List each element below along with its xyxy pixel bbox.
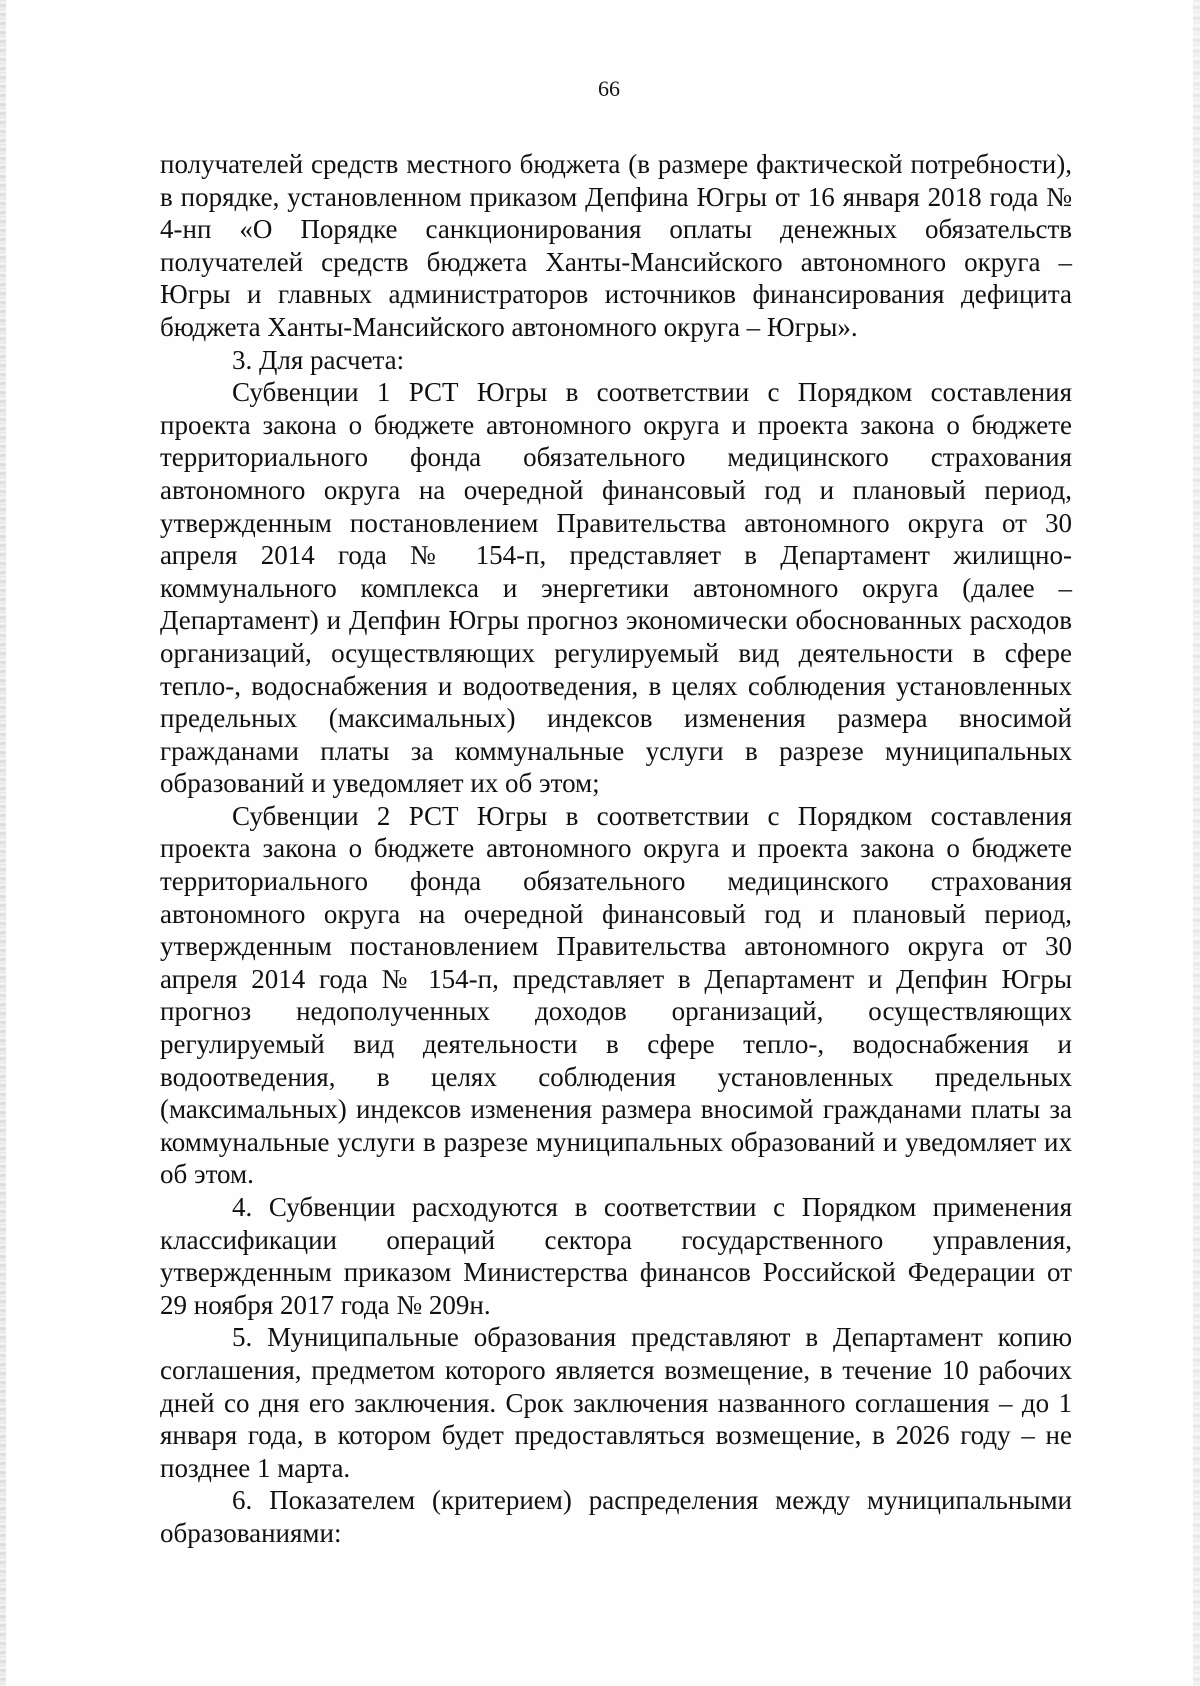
paragraph-subvention-2: Субвенции 2 РСТ Югры в соответствии с Порядком составления проекта закона о бюджете автономного округа и проекта закона о бюджете территориального фонда обязательного медицинского страхования автономного округа на очередной финансовый год и плановый период, утвержденным постановлением Правительства автономного округа от 30 апреля 2014 года № 154-п, представляет в Департамент и Депфин Югры прогноз недополученных доходов организаций, осуществляющих регулируемый вид деятельности в сфере тепло-, водоснабжения и водоотведения, в целях соблюдения установленных предельных (максимальных) индексов изменения размера вносимой гражданами платы за коммунальные услуги в разрезе муниципальных образований и уведомляет их об этом. bbox=[160, 800, 1072, 1190]
paragraph-continuation: получателей средств местного бюджета (в размере фактической потребности), в порядке, установленном приказом Депфина Югры от 16 января 2018 года № 4-нп «О Порядке санкционирования оплаты денежных обязательств получателей средств бюджета Ханты-Мансийского автономного округа – Югры и главных администраторов источников финансирования дефицита бюджета Ханты-Мансийского автономного округа – Югры». bbox=[160, 149, 1072, 342]
paragraph-item-3-heading: 3. Для расчета: bbox=[232, 344, 405, 375]
scan-edge-left bbox=[0, 0, 6, 1686]
page-number: 66 bbox=[598, 76, 620, 101]
paragraph-item-6: 6. Показателем (критерием) распределения между муниципальными образованиями: bbox=[160, 1485, 1072, 1548]
scan-edge-right bbox=[1193, 0, 1200, 1686]
paragraph-item-5: 5. Муниципальные образования представляют в Департамент копию соглашения, предметом которого является возмещение, в течение 10 рабочих дней со дня его заключения. Срок заключения названного соглашения – до 1 января года, в котором будет предоставляться возмещение, в 2026 году – не позднее 1 марта. bbox=[160, 1322, 1072, 1483]
document-text-body bbox=[160, 148, 1072, 1550]
paragraph-item-4: 4. Субвенции расходуются в соответствии с Порядком применения классификации операций сектора государственного управления, утвержденным приказом Министерства финансов Российской Федерации от 29 ноября 2017 года № 209н. bbox=[160, 1192, 1072, 1320]
paragraph-subvention-1: Субвенции 1 РСТ Югры в соответствии с Порядком составления проекта закона о бюджете автономного округа и проекта закона о бюджете территориального фонда обязательного медицинского страхования автономного округа на очередной финансовый год и плановый период, утвержденным постановлением Правительства автономного округа от 30 апреля 2014 года № 154-п, представляет в Департамент жилищно-коммунального комплекса и энергетики автономного округа (далее – Департамент) и Депфин Югры прогноз экономически обоснованных расходов организаций, осуществляющих регулируемый вид деятельности в сфере тепло-, водоснабжения и водоотведения, в целях соблюдения установленных предельных (максимальных) индексов изменения размера вносимой гражданами платы за коммунальные услуги в разрезе муниципальных образований и уведомляет их об этом; bbox=[160, 377, 1072, 799]
